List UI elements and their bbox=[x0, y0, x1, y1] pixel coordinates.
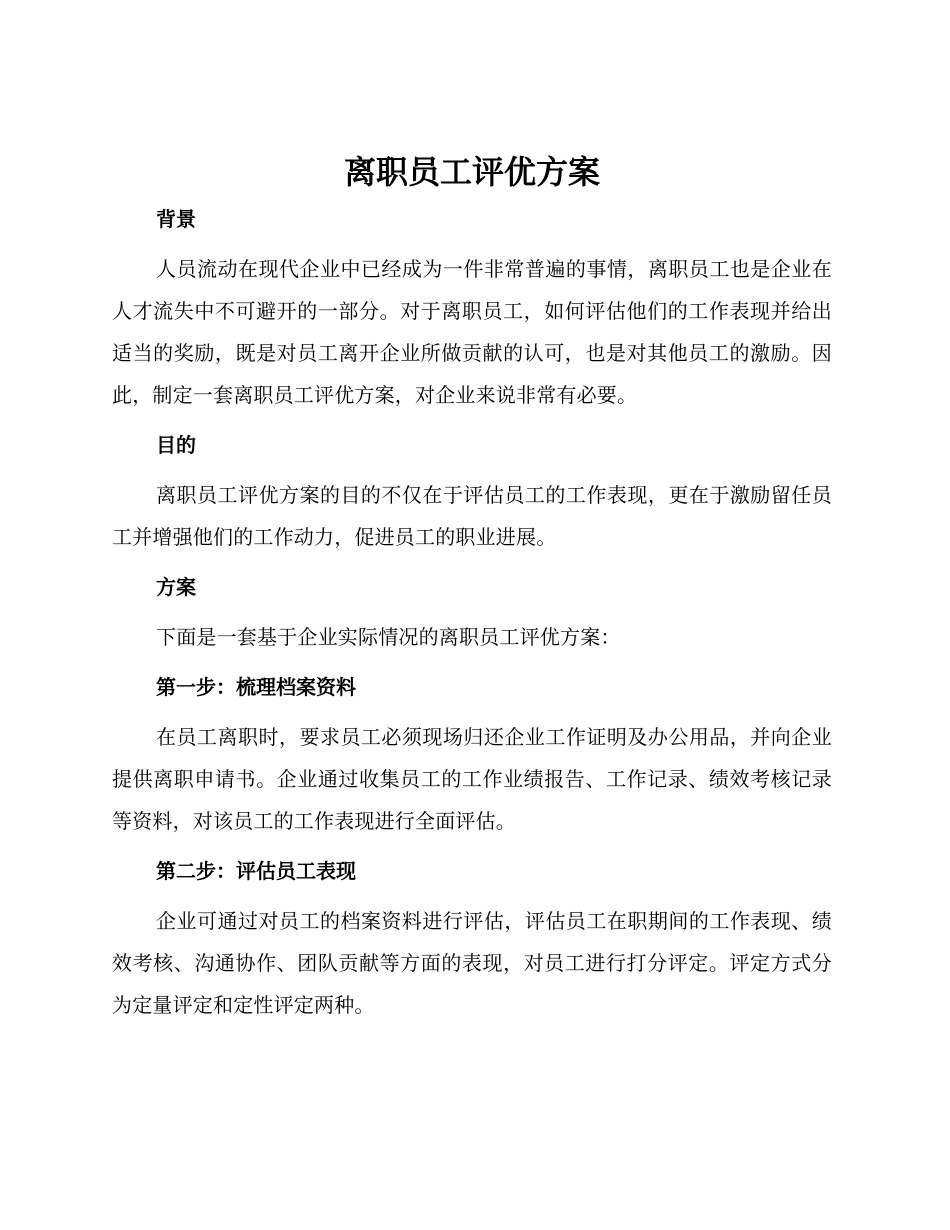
section-heading: 背景 bbox=[156, 207, 196, 231]
section-heading: 第二步：评估员工表现 bbox=[156, 859, 356, 883]
section-paragraph: 企业可通过对员工的档案资料进行评估，评估员工在职期间的工作表现、绩效考核、沟通协作、团队贡献等方面的表现，对员工进行打分评定。评定方式分为定量评定和定性评定两种。 bbox=[112, 909, 832, 1017]
section-background bbox=[112, 200, 832, 426]
section-heading: 第一步：梳理档案资料 bbox=[156, 675, 356, 699]
section-paragraph: 离职员工评优方案的目的不仅在于评估员工的工作表现，更在于激励留任员工并增强他们的工作动力，促进员工的职业进展。 bbox=[112, 483, 832, 549]
section-step-two bbox=[112, 852, 832, 1026]
document-body bbox=[112, 200, 832, 1026]
section-paragraph: 下面是一套基于企业实际情况的离职员工评优方案： bbox=[156, 625, 621, 649]
document-title: 离职员工评优方案 bbox=[343, 153, 600, 191]
section-heading: 目的 bbox=[156, 433, 196, 457]
section-plan bbox=[112, 568, 832, 668]
section-paragraph: 在员工离职时，要求员工必须现场归还企业工作证明及办公用品，并向企业提供离职申请书。企业通过收集员工的工作业绩报告、工作记录、绩效考核记录等资料，对该员工的工作表现进行全面评估。 bbox=[112, 725, 832, 833]
section-step-one bbox=[112, 668, 832, 852]
section-heading: 方案 bbox=[156, 575, 196, 599]
section-paragraph: 人员流动在现代企业中已经成为一件非常普遍的事情，离职员工也是企业在人才流失中不可避开的一部分。对于离职员工，如何评估他们的工作表现并给出适当的奖励，既是对员工离开企业所做贡献的认可，也是对其他员工的激励。因此，制定一套离职员工评优方案，对企业来说非常有必要。 bbox=[112, 257, 832, 407]
section-purpose bbox=[112, 426, 832, 568]
